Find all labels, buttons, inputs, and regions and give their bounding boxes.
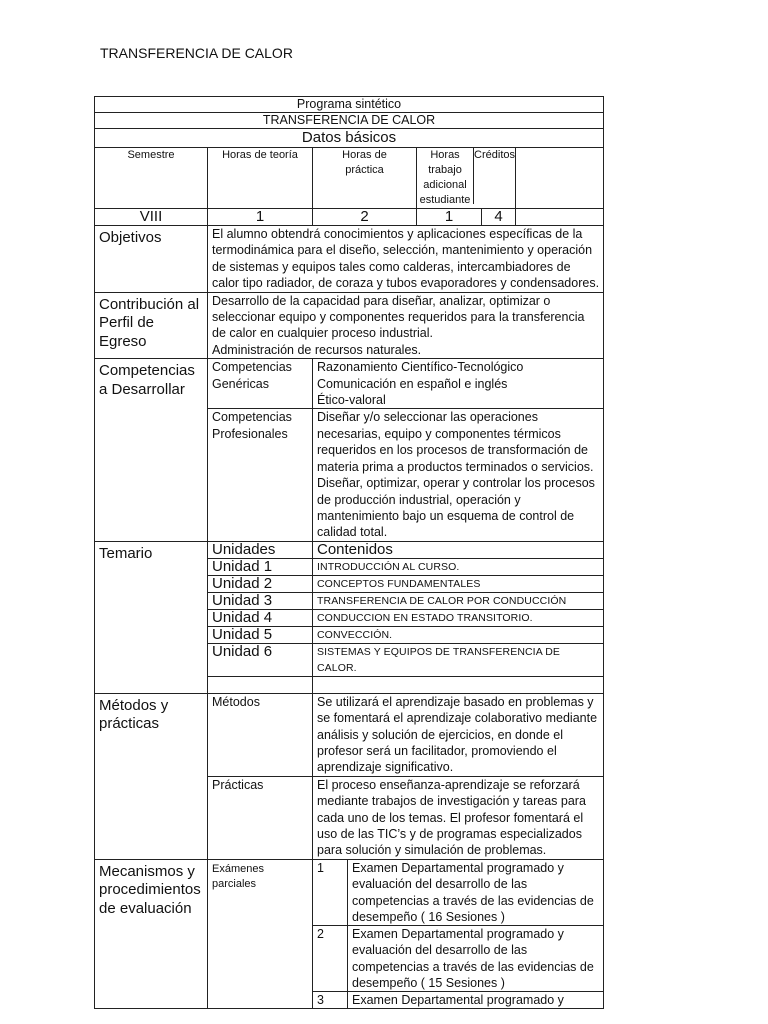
evaluacion-label: Mecanismos y procedimientos de evaluación xyxy=(95,859,208,1008)
program-label: Programa sintético xyxy=(95,97,604,113)
contenidos-header: Contenidos xyxy=(313,541,604,558)
evaluacion-item-text: Examen Departamental programado y xyxy=(347,992,603,1008)
generica-item-3: Ético-valoral xyxy=(317,393,386,408)
creditos-header-spacer xyxy=(516,148,604,209)
metodos-label: Métodos y prácticas xyxy=(95,693,208,859)
unit-content: TRANSFERENCIA DE CALOR POR CONDUCCIÓN xyxy=(313,592,604,609)
profesional-text-1: Diseñar y/o seleccionar las operaciones necesarias, equipo y componentes térmicos requeridos en los procesos de transformación de materia prima a productos terminados o servicios. xyxy=(317,410,594,474)
basic-data-values-row xyxy=(95,209,604,226)
contribucion-label: Contribución al Perfil de Egreso xyxy=(95,292,208,359)
contribucion-row xyxy=(95,292,604,359)
unit-label: Unidad 6 xyxy=(208,643,313,676)
evaluacion-item-num: 3 xyxy=(317,992,324,1007)
unit-label: Unidad 5 xyxy=(208,626,313,643)
semestre-header: Semestre xyxy=(95,148,208,209)
horas-adicional-text: Horas trabajo adicional estudiante xyxy=(419,149,471,206)
unit-label: Unidad 1 xyxy=(208,558,313,575)
temario-spacer-right xyxy=(313,676,604,693)
evaluacion-item-num: 2 xyxy=(317,926,324,941)
contribucion-text-2: Administración de recursos naturales. xyxy=(212,342,422,357)
document-title: TRANSFERENCIA DE CALOR xyxy=(100,45,293,61)
evaluacion-item-cell xyxy=(313,925,604,991)
horas-adicional-value-cell xyxy=(417,209,516,226)
competencias-profesionales-text xyxy=(313,409,604,541)
practicas-sub-label: Prácticas xyxy=(208,776,313,859)
objetivos-text: El alumno obtendrá conocimientos y aplicaciones específicas de la termodinámica para el diseño, selección, mantenimiento y operación de sistemas y equipos tales como calderas, intercambiadores de calor tipo radiador, de coraza y tubos evaporadores y condensadores. xyxy=(208,226,604,293)
basic-data-header-row xyxy=(95,148,604,209)
unit-content: CONVECCIÓN. xyxy=(313,626,604,643)
temario-label: Temario xyxy=(95,541,208,693)
horas-teoria-header: Horas de teoría xyxy=(208,148,313,209)
horas-practica-header xyxy=(313,148,417,209)
generica-item-1: Razonamiento Científico-Tecnológico xyxy=(317,360,524,375)
competencias-profesionales-label: Competencias Profesionales xyxy=(208,409,313,541)
horas-practica-value: 2 xyxy=(313,209,417,226)
program-table xyxy=(94,96,604,1009)
profesional-text-2: Diseñar, optimizar, operar y controlar los procesos de producción industrial, operación y mantenimiento bajo un esquema de control de calidad total. xyxy=(317,476,595,540)
evaluacion-item-text: Examen Departamental programado y evaluación del desarrollo de las competencias a través de las evidencias de desempeño ( 16 Sesiones ) xyxy=(347,860,603,925)
practicas-text: El proceso enseñanza-aprendizaje se reforzará mediante trabajos de investigación y tareas para cada uno de los temas. El profesor fomentará el uso de las TIC’s y de programas especializados para solución y simulación de problemas. xyxy=(313,776,604,859)
contribucion-text-1: Desarrollo de la capacidad para diseñar, analizar, optimizar o seleccionar equipo y componentes requeridos para la transferencia de calor en cualquier proceso industrial. xyxy=(212,293,585,341)
metodos-text: Se utilizará el aprendizaje basado en problemas y se fomentará el aprendizaje colaborativo mediante análisis y solución de ejercicios, en donde el profesor será un facilitador, promoviendo el aprendizaje significativo. xyxy=(313,693,604,776)
unit-content: CONCEPTOS FUNDAMENTALES xyxy=(313,575,604,592)
generica-item-2: Comunicación en español e inglés xyxy=(317,376,508,391)
competencias-label: Competencias a Desarrollar xyxy=(95,359,208,541)
evaluacion-item-text: Examen Departamental programado y evaluación del desarrollo de las competencias a través de las evidencias de desempeño ( 15 Sesiones ) xyxy=(347,926,603,991)
contribucion-cell xyxy=(208,292,604,359)
objetivos-label: Objetivos xyxy=(95,226,208,293)
unit-label: Unidad 4 xyxy=(208,609,313,626)
unit-content: CONDUCCION EN ESTADO TRANSITORIO. xyxy=(313,609,604,626)
basics-heading: Datos básicos xyxy=(95,129,604,148)
temario-header-row xyxy=(95,541,604,558)
horas-teoria-value: 1 xyxy=(208,209,313,226)
temario-spacer-left xyxy=(208,676,313,693)
competencias-genericas-label: Competencias Genéricas xyxy=(208,359,313,409)
examenes-label: Exámenes parciales xyxy=(208,859,313,1008)
horas-practica-text: Horas de práctica xyxy=(342,149,387,176)
evaluacion-item-num: 1 xyxy=(317,860,324,875)
horas-adicional-header xyxy=(417,148,516,209)
evaluacion-item-cell xyxy=(313,991,604,1008)
competencias-genericas-row xyxy=(95,359,604,409)
creditos-value-spacer xyxy=(516,209,604,226)
competencias-genericas-list xyxy=(313,359,604,409)
creditos-value: 4 xyxy=(481,209,515,225)
semestre-value: VIII xyxy=(95,209,208,226)
unit-content: SISTEMAS Y EQUIPOS DE TRANSFERENCIA DE CALOR. xyxy=(313,643,604,676)
creditos-header: Créditos xyxy=(473,148,515,204)
unidades-header: Unidades xyxy=(208,541,313,558)
unit-label: Unidad 3 xyxy=(208,592,313,609)
course-name: TRANSFERENCIA DE CALOR xyxy=(95,113,604,129)
unit-label: Unidad 2 xyxy=(208,575,313,592)
metodos-row xyxy=(95,693,604,776)
objetivos-row xyxy=(95,226,604,293)
metodos-sub-label: Métodos xyxy=(208,693,313,776)
unit-content: INTRODUCCIÓN AL CURSO. xyxy=(313,558,604,575)
evaluacion-row-1 xyxy=(95,859,604,925)
horas-adicional-value: 1 xyxy=(444,208,454,225)
evaluacion-item-cell xyxy=(313,859,604,925)
